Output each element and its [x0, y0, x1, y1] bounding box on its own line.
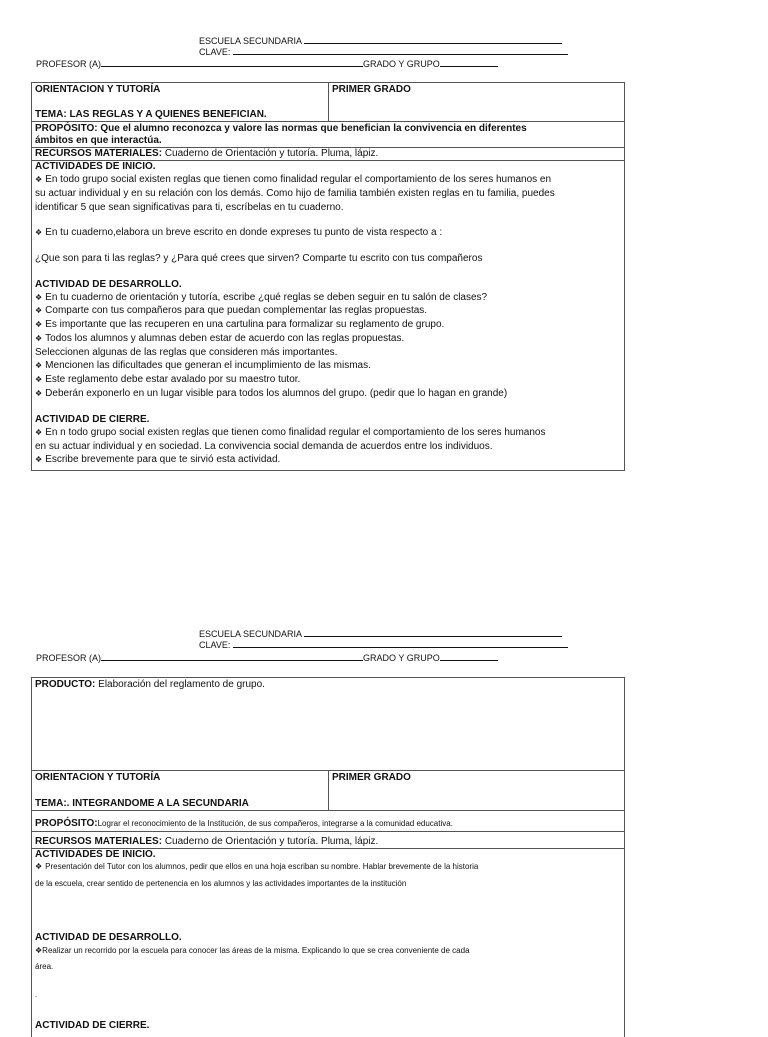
tema-label: TEMA: LAS REGLAS Y A QUIENES BENEFICIAN.	[35, 109, 267, 120]
proposito-row-2	[32, 811, 624, 832]
clave-field-2	[199, 639, 568, 651]
producto-text: Elaboración del reglamento de grupo.	[98, 679, 265, 690]
recursos-label-2: RECURSOS MATERIALES:	[35, 836, 163, 847]
inicio2-line-2: de la escuela, crear sentido de pertenencia en los alumnos y las actividades importantes de la institución	[35, 879, 407, 888]
inicio-heading-2: ACTIVIDADES DE INICIO.	[35, 849, 156, 860]
proposito-text-2: Lograr el reconocimiento de la Institución, de sus compañeros, integrarse a la comunidad educativa.	[97, 819, 453, 828]
desarrollo-item-4: ❖ Todos los alumnos y alumnas deben estar de acuerdo con las reglas propuestas.	[35, 333, 620, 345]
page-2-table	[31, 677, 625, 1037]
inicio-heading: ACTIVIDADES DE INICIO.	[35, 161, 156, 172]
recursos-text: Cuaderno de Orientación y tutoría. Pluma, lápiz.	[164, 148, 379, 159]
recursos-row	[32, 148, 624, 161]
proposito-label: PROPÓSITO:	[35, 123, 98, 134]
clave-field	[199, 46, 568, 58]
grado-grupo-label: GRADO Y GRUPO	[363, 59, 440, 69]
inicio-p1-line-3: identificar 5 que sean significativas para ti, escríbelas en tu cuaderno.	[35, 202, 344, 213]
clave-blank-2[interactable]	[233, 639, 568, 648]
title-right-cell	[329, 83, 624, 121]
inicio-p1-line-1: ❖ En todo grupo social existen reglas que tienen como finalidad regular el comportamiento de los seres humanos en	[35, 174, 620, 186]
cierre-line-2: en su actuar individual y en sociedad. La convivencia social demanda de acuerdos entre los individuos.	[35, 441, 493, 452]
grado-grupo-blank-2[interactable]	[440, 652, 498, 661]
cierre-heading: ACTIVIDAD DE CIERRE.	[35, 414, 150, 425]
title-left-cell	[32, 83, 329, 121]
page-1-table	[31, 82, 625, 471]
profesor-blank-2[interactable]	[101, 652, 363, 661]
escuela-label: ESCUELA SECUNDARIA	[199, 36, 302, 46]
desarrollo-item-3: ❖ Es importante que las recuperen en una cartulina para formalizar su reglamento de grupo.	[35, 319, 620, 331]
desarrollo-plain: Seleccionen algunas de las reglas que consideren más importantes.	[35, 347, 338, 358]
title-left-cell-2	[32, 771, 329, 810]
desarrollo2-line-2: área.	[35, 962, 54, 971]
desarrollo-heading: ACTIVIDAD DE DESARROLLO.	[35, 279, 182, 290]
grado-grupo-blank[interactable]	[440, 58, 498, 67]
cierre-heading-2: ACTIVIDAD DE CIERRE.	[35, 1020, 150, 1031]
recursos-text-2: Cuaderno de Orientación y tutoría. Pluma, lápiz.	[164, 836, 379, 847]
profesor-label: PROFESOR (A)	[36, 59, 102, 69]
clave-label-2: CLAVE:	[199, 640, 231, 650]
recursos-line-2	[35, 836, 620, 848]
producto-line	[35, 679, 620, 691]
desarrollo2-dot: .	[35, 990, 38, 999]
cierre-line-3: ❖ Escribe brevemente para que te sirvió esta actividad.	[35, 454, 620, 466]
activities-area-2	[32, 849, 624, 1037]
desarrollo2-line-1: ❖Realizar un recorrido por la escuela para conocer las áreas de la misma. Explicando lo que se crea conveniente de cada	[35, 946, 470, 955]
desarrollo-item-5: ❖ Mencionen las dificultades que generan el incumplimiento de las mismas.	[35, 360, 620, 372]
inicio2-line-1: ❖ Presentación del Tutor con los alumnos, pedir que ellos en una hoja escriban su nombre. Hablar brevemente de la historia	[35, 862, 620, 872]
recursos-row-2	[32, 832, 624, 849]
profesor-blank[interactable]	[101, 58, 363, 67]
activities-area	[32, 161, 624, 470]
title-row	[32, 83, 624, 122]
proposito-line-1	[35, 123, 620, 135]
orientacion-label: ORIENTACION Y TUTORÍA	[35, 84, 161, 95]
desarrollo-item-1: ❖ En tu cuaderno de orientación y tutoría, escribe ¿qué reglas se deben seguir en tu salón de clases?	[35, 292, 620, 304]
grado-label: PRIMER GRADO	[332, 84, 411, 95]
escuela-blank-2[interactable]	[304, 628, 562, 637]
profesor-label-2: PROFESOR (A)	[36, 653, 102, 663]
grado-label-2: PRIMER GRADO	[332, 772, 411, 783]
proposito-line-2b	[35, 813, 620, 831]
inicio-p1-line-2: su actuar individual y en su relación con los demás. Como hijo de familia también existen reglas en tu familia, puedes	[35, 188, 555, 199]
cierre-line-1: ❖ En n todo grupo social existen reglas que tienen como finalidad regular el comportamiento de los seres humanos	[35, 427, 620, 439]
recursos-label: RECURSOS MATERIALES:	[35, 148, 163, 159]
inicio-p2: ❖ En tu cuaderno,elabora un breve escrito en donde expreses tu punto de vista respecto a :	[35, 227, 620, 239]
title-right-cell-2	[329, 771, 624, 810]
profesor-field	[36, 58, 498, 70]
escuela-label-2: ESCUELA SECUNDARIA	[199, 629, 302, 639]
proposito-label-2: PROPÓSITO:	[35, 818, 98, 829]
title-row-2	[32, 770, 624, 811]
proposito-row	[32, 122, 624, 148]
proposito-line-2: ámbitos en que interactúa.	[35, 135, 162, 146]
tema-label-2: TEMA:. INTEGRANDOME A LA SECUNDARIA	[35, 798, 249, 809]
profesor-field-2	[36, 652, 498, 664]
escuela-blank[interactable]	[304, 35, 562, 44]
desarrollo-item-2: ❖ Comparte con tus compañeros para que puedan complementar las reglas propuestas.	[35, 305, 620, 317]
clave-blank[interactable]	[233, 46, 568, 55]
desarrollo-heading-2: ACTIVIDAD DE DESARROLLO.	[35, 932, 182, 943]
inicio-p3: ¿Que son para ti las reglas? y ¿Para qué crees que sirven? Comparte tu escrito con tus compañeros	[35, 253, 483, 264]
producto-row	[32, 678, 624, 770]
desarrollo2-text-1: Realizar un recorrido por la escuela para conocer las áreas de la misma. Explicando lo que se crea conveniente de cada	[42, 946, 470, 955]
clave-label: CLAVE:	[199, 47, 231, 57]
recursos-line	[35, 148, 620, 160]
proposito-text: Que el alumno reconozca y valore las normas que benefician la convivencia en diferentes	[100, 123, 527, 134]
producto-label: PRODUCTO:	[35, 679, 96, 690]
orientacion-label-2: ORIENTACION Y TUTORÍA	[35, 772, 161, 783]
desarrollo-item-6: ❖ Este reglamento debe estar avalado por su maestro tutor.	[35, 374, 620, 386]
desarrollo-item-7: ❖ Deberán exponerlo en un lugar visible para todos los alumnos del grupo. (pedir que lo hagan en grande)	[35, 388, 620, 400]
grado-grupo-label-2: GRADO Y GRUPO	[363, 653, 440, 663]
